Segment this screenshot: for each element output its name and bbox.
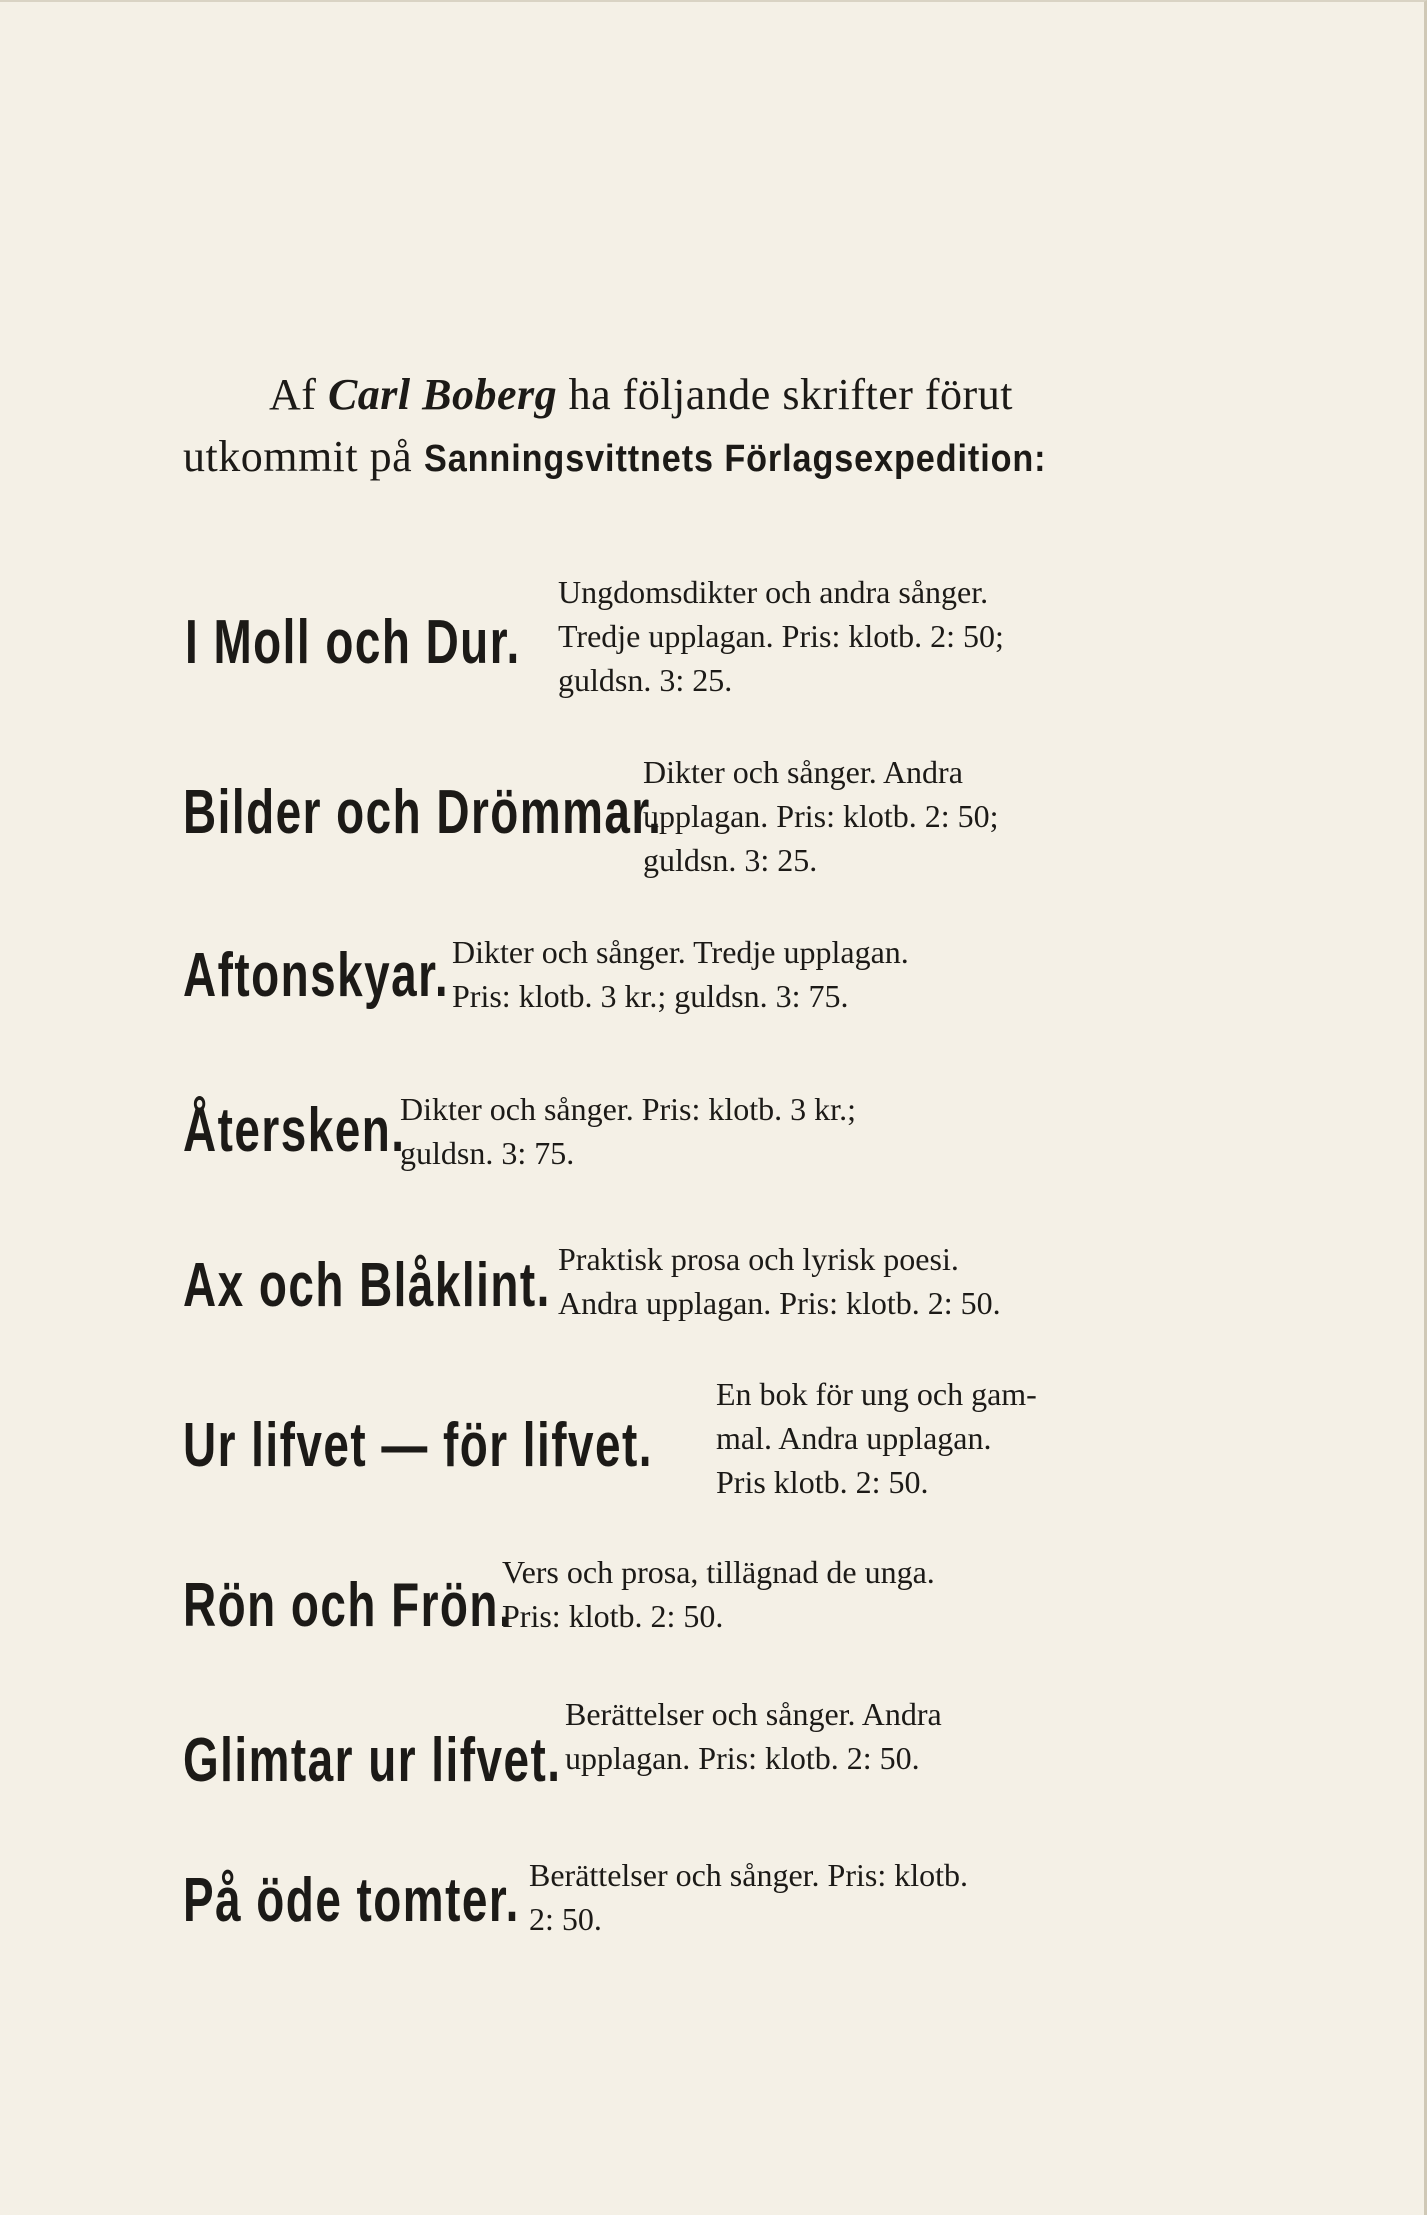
book-description bbox=[565, 1692, 1145, 1780]
description-line: Vers och prosa, tillägnad de unga. bbox=[502, 1554, 935, 1590]
intro-line2-prefix: utkommit på bbox=[183, 432, 413, 481]
description-line: Tredje upplagan. Pris: klotb. 2: 50; bbox=[558, 618, 1004, 654]
description-line: upplagan. Pris: klotb. 2: 50. bbox=[565, 1740, 920, 1776]
intro-mid: ha följande skrifter förut bbox=[568, 370, 1013, 419]
description-line: Ungdomsdikter och andra sånger. bbox=[558, 574, 989, 610]
book-description bbox=[716, 1372, 1145, 1504]
book-title: Rön och Frön. bbox=[183, 1571, 514, 1640]
book-title: Ur lifvet — för lifvet. bbox=[183, 1411, 653, 1480]
author-name: Carl Boberg bbox=[327, 370, 558, 419]
book-description bbox=[558, 1237, 1145, 1325]
description-line: Praktisk prosa och lyrisk poesi. bbox=[558, 1241, 959, 1277]
description-line: guldsn. 3: 25. bbox=[558, 662, 733, 698]
book-description bbox=[452, 930, 1145, 1018]
description-line: Pris: klotb. 3 kr.; guldsn. 3: 75. bbox=[452, 978, 849, 1014]
description-line: Andra upplagan. Pris: klotb. 2: 50. bbox=[558, 1285, 1001, 1321]
description-line: Dikter och sånger. Pris: klotb. 3 kr.; bbox=[400, 1091, 856, 1127]
book-description bbox=[643, 750, 1143, 882]
description-line: En bok för ung och gam- bbox=[716, 1376, 1037, 1412]
description-line: 2: 50. bbox=[529, 1901, 602, 1937]
description-line: guldsn. 3: 25. bbox=[643, 842, 818, 878]
description-line: mal. Andra upplagan. bbox=[716, 1420, 992, 1456]
book-title: Återsken. bbox=[183, 1096, 406, 1165]
book-title: Aftonskyar. bbox=[183, 941, 450, 1010]
book-description bbox=[558, 570, 1143, 702]
book-description bbox=[400, 1087, 1145, 1175]
book-title: Glimtar ur lifvet. bbox=[183, 1726, 562, 1795]
description-line: Berättelser och sånger. Pris: klotb. bbox=[529, 1857, 969, 1893]
intro-paragraph bbox=[183, 364, 1183, 490]
book-title: Bilder och Drömmar. bbox=[183, 778, 663, 847]
description-line: upplagan. Pris: klotb. 2: 50; bbox=[643, 798, 999, 834]
intro-line-2 bbox=[183, 426, 1183, 490]
description-line: guldsn. 3: 75. bbox=[400, 1135, 575, 1171]
book-title: Ax och Blåklint. bbox=[183, 1251, 551, 1320]
publisher-name: Sanningsvittnets Förlagsexpedition: bbox=[423, 438, 1047, 480]
description-line: Pris klotb. 2: 50. bbox=[716, 1464, 929, 1500]
description-line: Dikter och sånger. Tredje upplagan. bbox=[452, 934, 909, 970]
intro-prefix: Af bbox=[269, 370, 317, 419]
intro-line-1 bbox=[183, 364, 1183, 426]
description-line: Dikter och sånger. Andra bbox=[643, 754, 963, 790]
description-line: Berättelser och sånger. Andra bbox=[565, 1696, 942, 1732]
book-description bbox=[529, 1853, 1145, 1941]
book-description bbox=[502, 1550, 1145, 1638]
description-line: Pris: klotb. 2: 50. bbox=[502, 1598, 724, 1634]
book-title: På öde tomter. bbox=[183, 1866, 520, 1935]
book-title: I Moll och Dur. bbox=[185, 608, 521, 677]
